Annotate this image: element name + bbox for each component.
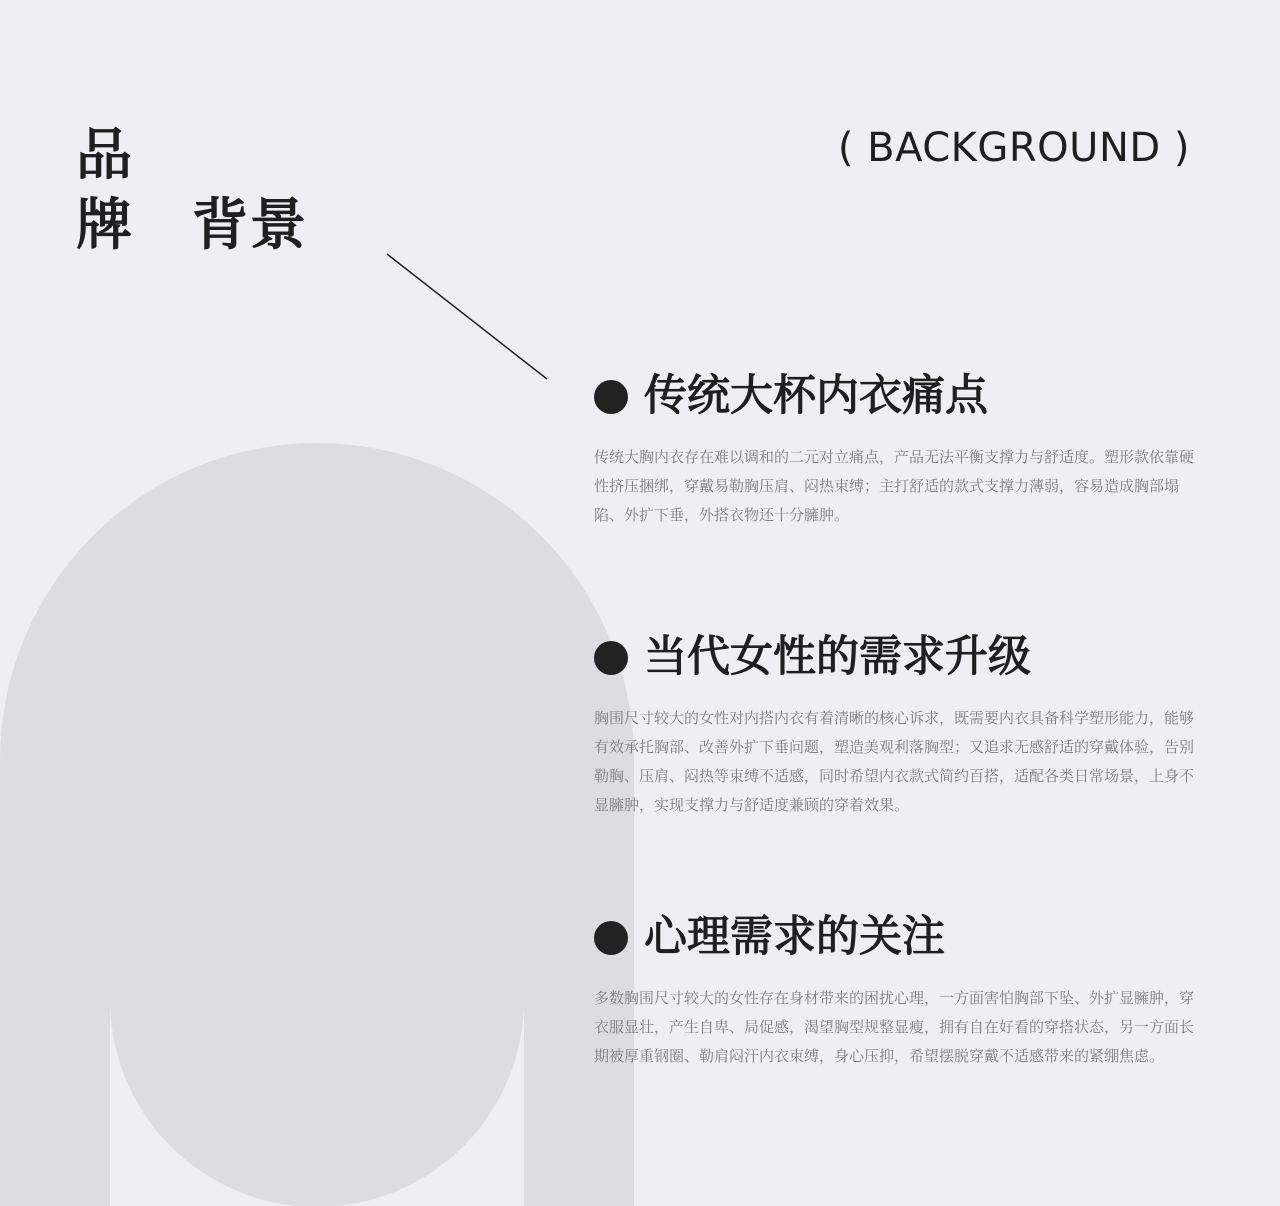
background-label: ( BACKGROUND )	[837, 125, 1190, 171]
section-header	[594, 371, 1200, 421]
brand-title-line-2: 牌 背景	[76, 193, 308, 258]
decor-ring-path	[0, 443, 634, 1206]
section-title: 当代女性的需求升级	[644, 632, 1031, 682]
section-modern-women-needs-upgrade	[594, 632, 1200, 820]
section-title: 心理需求的关注	[644, 912, 945, 962]
brand-title-line-1: 品	[76, 123, 134, 188]
section-body: 传统大胸内衣存在难以调和的二元对立痛点，产品无法平衡支撑力与舒适度。塑形款依靠硬性挤压捆绑，穿戴易勒胸压肩、闷热束缚；主打舒适的款式支撑力薄弱，容易造成胸部塌陷、外扩下垂，外搭衣物还十分臃肿。	[594, 448, 1195, 525]
section-body: 胸围尺寸较大的女性对内搭内衣有着清晰的核心诉求，既需要内衣具备科学塑形能力，能够有效承托胸部、改善外扩下垂问题，塑造美观利落胸型；又追求无感舒适的穿戴体验，告别勒胸、压肩、闷热等束缚不适感，同时希望内衣款式简约百搭，适配各类日常场景，上身不显臃肿，实现支撑力与舒适度兼顾的穿着效果。	[594, 709, 1195, 815]
section-psychological-needs	[594, 912, 1200, 1071]
bullet-icon	[594, 641, 628, 675]
bullet-icon	[594, 921, 628, 955]
section-header	[594, 912, 1200, 962]
section-traditional-bra-pain-points	[594, 371, 1200, 530]
section-body: 多数胸围尺寸较大的女性存在身材带来的困扰心理，一方面害怕胸部下坠、外扩显臃肿，穿衣服显壮，产生自卑、局促感，渴望胸型规整显瘦，拥有自在好看的穿搭状态，另一方面长期被厚重钢圈、勒肩闷汗内衣束缚，身心压抑，希望摆脱穿戴不适感带来的紧绷焦虑。	[594, 989, 1195, 1066]
section-header	[594, 632, 1200, 682]
bullet-icon	[594, 380, 628, 414]
section-title: 传统大杯内衣痛点	[644, 371, 988, 421]
